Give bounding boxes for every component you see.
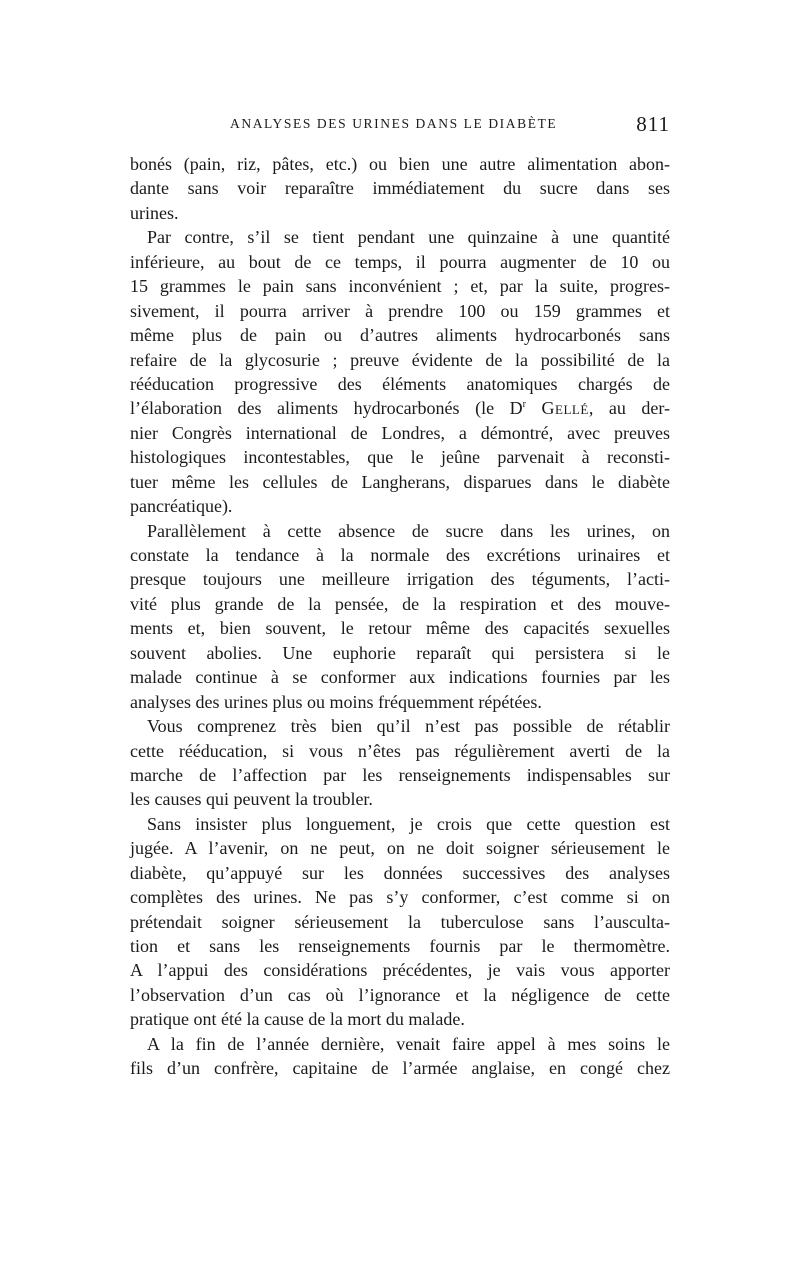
text-line: urines. bbox=[130, 202, 179, 223]
text-line: complètes des urines. Ne pas s’y conformer, c’est comme si on bbox=[130, 887, 670, 908]
text-line: marche de l’affection par les renseignements indispensables sur bbox=[130, 764, 670, 785]
text-line: malade continue à se conformer aux indications fournies par les bbox=[130, 667, 670, 688]
text-line: pancréatique). bbox=[130, 496, 233, 517]
body-text bbox=[130, 152, 670, 1081]
text-line: pratique ont été la cause de la mort du malade. bbox=[130, 1009, 465, 1030]
text-line: nier Congrès international de Londres, a démontré, avec preuves bbox=[130, 422, 670, 443]
text-line: tuer même les cellules de Langherans, disparues dans le diabète bbox=[130, 471, 670, 492]
paragraph-start-line: Par contre, s’il se tient pendant une quinzaine à une quantité bbox=[147, 227, 670, 248]
running-head bbox=[130, 112, 670, 140]
text-line: A l’appui des considérations précédentes, je vais vous apporter bbox=[130, 960, 670, 981]
text-line: les causes qui peuvent la troubler. bbox=[130, 789, 373, 810]
text-line: dante sans voir reparaître immédiatement du sucre dans ses bbox=[130, 178, 670, 199]
title-abbreviation-superscript: r bbox=[522, 399, 526, 411]
text-line bbox=[130, 396, 670, 420]
text-line: vité plus grande de la pensée, de la respiration et des mouve- bbox=[130, 593, 670, 614]
text-line: tion et sans les renseignements fournis par le thermomètre. bbox=[130, 936, 670, 956]
text-line: analyses des urines plus ou moins fréquemment répétées. bbox=[130, 691, 542, 712]
running-title: ANALYSES DES URINES DANS LE DIABÈTE bbox=[230, 116, 558, 131]
text-line: ments et, bien souvent, le retour même des capacités sexuelles bbox=[130, 618, 670, 639]
text-line: l’observation d’un cas où l’ignorance et la négligence de cette bbox=[130, 984, 670, 1005]
text-line: 15 grammes le pain sans inconvénient ; et, par la suite, progres- bbox=[130, 276, 670, 297]
paragraph-start-line: Parallèlement à cette absence de sucre dans les urines, on bbox=[147, 520, 670, 541]
text-line: sivement, il pourra arriver à prendre 100 ou 159 grammes et bbox=[130, 300, 670, 321]
text-line: presque toujours une meilleure irrigation des téguments, l’acti- bbox=[130, 569, 670, 590]
paragraph-start-line: Vous comprenez très bien qu’il n’est pas possible de rétablir bbox=[147, 716, 670, 737]
text-segment: , au der- bbox=[588, 398, 671, 419]
text-line: cette rééducation, si vous n’êtes pas régulièrement averti de la bbox=[130, 740, 670, 761]
text-line: fils d’un confrère, capitaine de l’armée anglaise, en congé chez bbox=[130, 1058, 670, 1079]
text-line: bonés (pain, riz, pâtes, etc.) ou bien une autre alimentation abon- bbox=[130, 154, 670, 174]
text-line: souvent abolies. Une euphorie reparaît qui persistera si le bbox=[130, 642, 670, 663]
paragraph-start-line: Sans insister plus longuement, je crois que cette question est bbox=[147, 813, 670, 834]
text-line: constate la tendance à la normale des excrétions urinaires et bbox=[130, 545, 670, 565]
text-line: histologiques incontestables, que le jeûne parvenait à reconsti- bbox=[130, 447, 670, 468]
text-line: jugée. A l’avenir, on ne peut, on ne doit soigner sérieusement le bbox=[130, 838, 670, 859]
page-number: 811 bbox=[636, 112, 670, 136]
author-name: Gellé bbox=[541, 398, 589, 419]
text-segment: l’élaboration des aliments hydrocarbonés (le D bbox=[130, 398, 523, 419]
text-line: refaire de la glycosurie ; preuve évidente de la possibilité de la bbox=[130, 349, 670, 370]
paragraph-start-line: A la fin de l’année dernière, venait faire appel à mes soins le bbox=[147, 1033, 670, 1054]
text-line: inférieure, au bout de ce temps, il pourra augmenter de 10 ou bbox=[130, 251, 670, 272]
text-line: diabète, qu’appuyé sur les données successives des analyses bbox=[130, 862, 670, 883]
text-line: même plus de pain ou d’autres aliments hydrocarbonés sans bbox=[130, 325, 670, 346]
text-line: prétendait soigner sérieusement la tuberculose sans l’ausculta- bbox=[130, 911, 670, 932]
text-line: rééducation progressive des éléments anatomiques chargés de bbox=[130, 373, 670, 394]
